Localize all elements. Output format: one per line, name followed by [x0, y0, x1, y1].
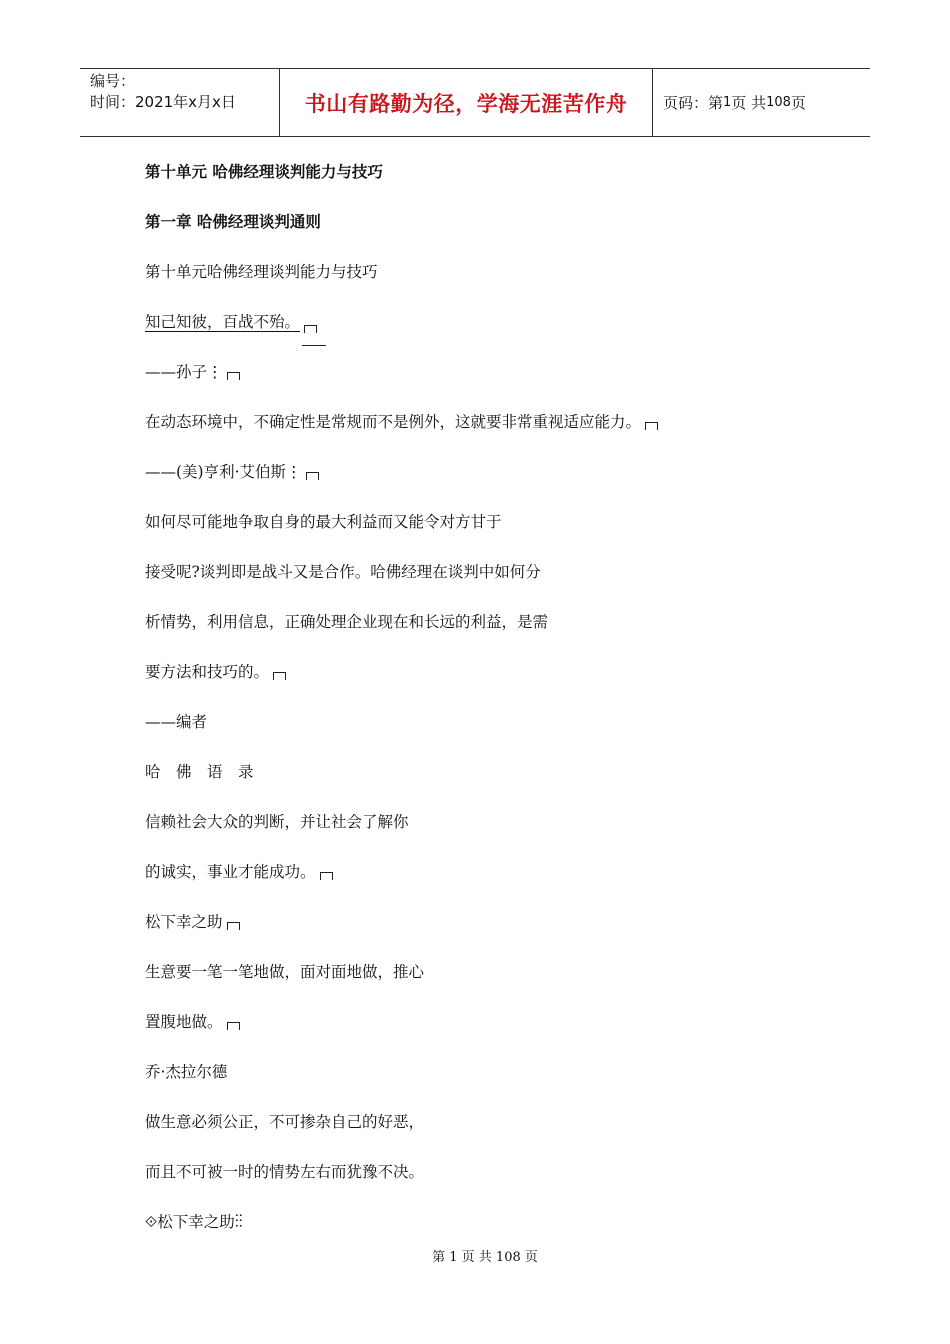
- paragraph-line: 置腹地做。: [145, 1002, 785, 1052]
- quote-line: 在动态环境中，不确定性是常规而不是例外，这就要非常重视适应能力。: [145, 402, 785, 452]
- return-mark-icon: [273, 672, 286, 680]
- paragraph-line: 接受呢?谈判即是战斗又是合作。哈佛经理在谈判中如何分: [145, 563, 541, 581]
- page-footer: 第 1 页 共 108 页: [432, 1250, 538, 1265]
- page-prefix: 页码：第: [663, 94, 724, 112]
- header-page-info: [653, 69, 870, 136]
- paragraph-line: 析情势，利用信息，正确处理企业现在和长远的利益，是需: [145, 613, 549, 631]
- page-total: 108: [766, 95, 791, 110]
- header-motto: 书山有路勤为径，学海无涯苦作舟: [280, 69, 653, 136]
- paragraph-line: 如何尽可能地争取自身的最大利益而又能令对方甘于: [145, 513, 502, 531]
- number-label: 编号：: [90, 72, 136, 90]
- return-mark-icon: [645, 422, 658, 430]
- paragraph-line: 做生意必须公正，不可掺杂自己的好恶，: [145, 1113, 425, 1131]
- section-heading: 哈 佛 语 录: [145, 763, 254, 781]
- chapter-title: 第一章 哈佛经理谈判通则: [145, 213, 321, 231]
- return-mark-icon: [302, 305, 326, 346]
- paragraph-line: 而且不可被一时的情势左右而犹豫不决。: [145, 1163, 425, 1181]
- attribution-line: 乔·杰拉尔德: [145, 1063, 228, 1081]
- page-mid: 页 共: [731, 94, 767, 112]
- page-header: [80, 68, 870, 137]
- unit-title: 第十单元 哈佛经理谈判能力与技巧: [145, 163, 383, 181]
- return-mark-icon: [227, 1022, 240, 1030]
- paragraph-line: 第十单元哈佛经理谈判能力与技巧: [145, 263, 378, 281]
- attribution-line: ——(美)亨利·艾伯斯⋮: [145, 452, 785, 502]
- paragraph-line: 要方法和技巧的。: [145, 652, 785, 702]
- paragraph-line: 生意要一笔一笔地做，面对面地做，推心: [145, 963, 425, 981]
- attribution-line: ——孙子⋮: [145, 352, 785, 402]
- return-mark-icon: [227, 372, 240, 380]
- time-label: 时间：2021年x月x日: [90, 93, 236, 111]
- return-mark-icon: [320, 872, 333, 880]
- paragraph-line: 的诚实，事业才能成功。: [145, 852, 785, 902]
- page-number: 1: [723, 95, 732, 110]
- paragraph-line: 信赖社会大众的判断，并让社会了解你: [145, 813, 409, 831]
- document-body: [145, 152, 785, 1252]
- page-suffix: 页: [790, 94, 806, 112]
- header-meta: [80, 69, 280, 136]
- return-mark-icon: [227, 922, 240, 930]
- return-mark-icon: [306, 472, 319, 480]
- attribution-line: 松下幸之助: [145, 902, 785, 952]
- attribution-line: ⟐松下幸之助⋮⋮: [145, 1213, 243, 1231]
- quote-line: 知己知彼，百战不殆。: [145, 302, 785, 352]
- attribution-line: ——编者: [145, 713, 208, 731]
